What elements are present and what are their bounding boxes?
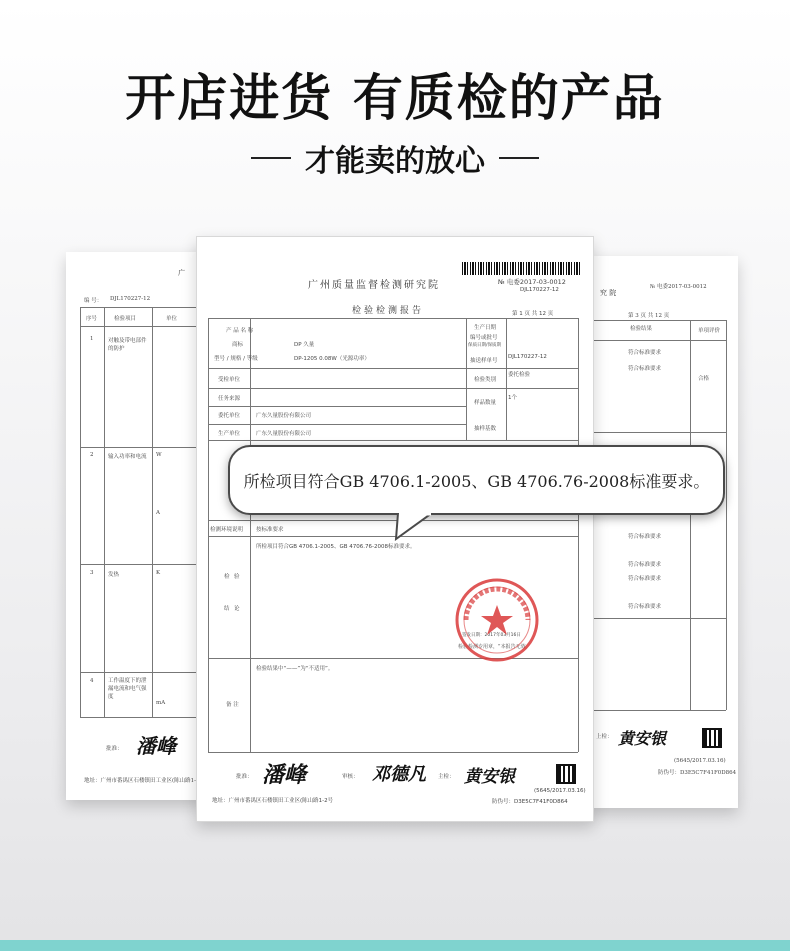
left-row-divider	[80, 672, 206, 673]
main-inspect-label: 主检：	[438, 774, 455, 780]
right-doc-page: 第 3 页 共 12 页	[628, 313, 670, 319]
field-sampling-base-label: 抽样基数	[474, 426, 497, 432]
left-row-seq: 3	[90, 570, 94, 576]
table-line	[208, 368, 578, 369]
right-table-bottom-line	[594, 710, 726, 711]
stamp-note: 签发日期：2017年03月16日	[462, 633, 521, 638]
table-line	[208, 752, 578, 753]
table-line	[208, 318, 578, 319]
page-title: 开店进货 有质检的产品	[125, 69, 665, 127]
bottom-accent-bar	[0, 940, 790, 951]
main-signature-inspect: 黄安银	[464, 767, 515, 787]
right-result: 符合标准要求	[628, 366, 662, 372]
field-task-source-label: 任务来源	[218, 396, 241, 402]
field-inspection-type-label: 检验类别	[474, 377, 497, 383]
barcode-icon	[462, 262, 580, 275]
left-row-item: 输入功率和电流	[108, 454, 147, 460]
field-sample-qty-value: 1个	[508, 395, 517, 401]
right-doc-title: 究 院	[600, 289, 617, 297]
field-inspection-type-value: 委托检验	[508, 372, 531, 378]
right-result: 符合标准要求	[628, 604, 662, 610]
page-subtitle: 才能卖的放心	[305, 144, 485, 179]
right-row-divider	[594, 618, 726, 619]
main-qr-code-icon	[556, 764, 576, 784]
field-conclusion-label: 结	[224, 606, 230, 612]
left-row-unit: K	[156, 570, 161, 576]
right-footer-1: (5645/2017.03.16)	[674, 758, 726, 764]
field-model-label: 型号 / 规格 / 等级	[214, 356, 258, 362]
main-approve-label: 批准：	[236, 774, 253, 780]
right-col-result: 检验结果	[630, 326, 653, 332]
field-env-value: 按标准要求	[256, 527, 284, 533]
field-env-label: 检测环境说明	[210, 527, 244, 533]
table-line	[466, 318, 467, 440]
left-doc-number-label: 编 号：	[84, 298, 103, 304]
main-doc-no: № 电委2017-03-0012	[498, 278, 566, 286]
left-doc-number: DJL170227-12	[110, 296, 151, 302]
left-table-top-line	[80, 307, 206, 308]
main-signature-approve: 潘峰	[262, 762, 307, 788]
left-row-divider	[80, 564, 206, 565]
right-table-top-line	[594, 320, 726, 321]
right-signature: 黄安银	[618, 729, 667, 748]
field-manufacturer-label: 生产单位	[218, 431, 241, 437]
field-remarks-label: 备 注	[226, 702, 239, 708]
field-brand-value: DP 久量	[294, 342, 315, 348]
field-validity-label: 保质日期/保质期	[468, 343, 502, 348]
field-sample-qty-label: 样品数量	[474, 400, 497, 406]
main-report-title: 检验检测报告	[352, 306, 425, 316]
left-table-bottom-line	[80, 717, 206, 718]
main-signature-review: 邓德凡	[372, 764, 426, 785]
field-conclusion-text: 所检项目符合GB 4706.1-2005、GB 4706.76-2008标准要求。	[256, 544, 416, 550]
conclusion-callout	[228, 445, 725, 515]
left-row-unit: W	[156, 452, 162, 458]
table-line	[208, 424, 466, 425]
right-doc-no: № 电委2017-03-0012	[650, 284, 707, 290]
field-product-name-label: 产 品 名 称	[226, 328, 254, 334]
right-eval: 合格	[698, 376, 710, 382]
field-inspected-unit-label: 受检单位	[218, 377, 241, 383]
main-institute: 广州质量监督检测研究院	[308, 280, 440, 291]
left-col-unit: 单位	[166, 316, 178, 322]
left-col-seq: 序号	[86, 316, 98, 322]
left-approve-label: 批准：	[106, 746, 123, 752]
left-row-item: 工作温度下的泄漏电流和电气强度	[108, 678, 147, 700]
left-report-page	[66, 252, 206, 800]
right-table-col-line	[690, 320, 691, 710]
left-signature-approve: 潘峰	[136, 734, 176, 758]
right-result: 符合标准要求	[628, 562, 662, 568]
field-model-value: DP-1205 0.08W（光源功率）	[294, 356, 370, 362]
field-conclusion-label: 论	[234, 606, 240, 612]
field-sample-no-label: 抽送样单号	[470, 358, 498, 364]
main-address: 地址：广州市番禺区石楼镇田工业区(陈山路1-2号	[212, 798, 334, 804]
field-batch-label: 编号或批号	[470, 335, 498, 341]
field-client-value: 广东久量股份有限公司	[256, 413, 312, 419]
main-footer-1: (5645/2017.03.16)	[534, 788, 586, 794]
left-table-header-line	[80, 326, 206, 327]
left-table-col-line	[152, 307, 153, 717]
left-row-unit: A	[156, 510, 160, 516]
left-col-item: 检验项目	[114, 316, 137, 322]
left-row-unit: mA	[156, 700, 166, 706]
table-line	[250, 318, 251, 752]
right-result: 符合标准要求	[628, 350, 662, 356]
field-production-date-label: 生产日期	[474, 325, 497, 331]
main-review-label: 审核：	[342, 774, 359, 780]
field-remarks-text: 检验结果中“——”为“不适用”。	[256, 666, 334, 672]
callout-tail-icon	[392, 513, 438, 541]
main-doc-sub: DJL170227-12	[520, 287, 559, 293]
table-line	[208, 388, 578, 389]
left-row-item: 对触及带电部件的防护	[108, 338, 147, 352]
right-result: 符合标准要求	[628, 534, 662, 540]
left-row-seq: 4	[90, 678, 94, 684]
left-row-divider	[80, 447, 206, 448]
right-row-divider	[594, 432, 726, 433]
table-line	[578, 318, 579, 752]
left-row-item: 发热	[108, 572, 120, 578]
right-qr-code-icon	[702, 728, 722, 748]
right-sign-label: 上检：	[596, 734, 613, 740]
left-row-seq: 1	[90, 336, 94, 342]
field-brand-label: 商标	[232, 342, 244, 348]
left-table-col-line	[104, 307, 105, 717]
field-manufacturer-value: 广东久量股份有限公司	[256, 431, 312, 437]
main-page: 第 1 页 共 12 页	[512, 311, 554, 317]
field-sample-no-value: DJL170227-12	[508, 354, 547, 360]
table-line	[208, 318, 209, 752]
table-line	[208, 406, 466, 407]
callout-text: 所检项目符合GB 4706.1-2005、GB 4706.76-2008标准要求。	[243, 471, 710, 491]
right-table-border	[726, 320, 727, 710]
subtitle-row	[0, 136, 790, 180]
right-footer-2: 防伪号：D3E5C7F41F0D864	[658, 770, 737, 776]
left-doc-top-char: 广	[178, 269, 185, 277]
right-table-header-line	[594, 340, 726, 341]
field-conclusion-label: 验	[234, 574, 240, 580]
left-address: 地址：广州市番禺区石楼镇田工业区(陈山路1-	[84, 778, 197, 784]
official-stamp-icon	[452, 575, 542, 665]
table-line	[208, 440, 578, 441]
left-row-seq: 2	[90, 452, 94, 458]
main-footer-2: 防伪号：D3E5C7F41F0D864	[492, 799, 568, 805]
subtitle-dash-right	[499, 157, 539, 159]
left-table-border	[80, 307, 81, 717]
stamp-note-2: 检验检测专用章，“本报告无效。	[458, 644, 531, 650]
field-client-label: 委托单位	[218, 413, 241, 419]
right-report-page	[588, 256, 738, 808]
field-conclusion-label: 检	[224, 574, 230, 580]
table-line	[506, 318, 507, 440]
right-col-eval: 单项评价	[698, 328, 721, 334]
right-result: 符合标准要求	[628, 576, 662, 582]
subtitle-dash-left	[251, 157, 291, 159]
